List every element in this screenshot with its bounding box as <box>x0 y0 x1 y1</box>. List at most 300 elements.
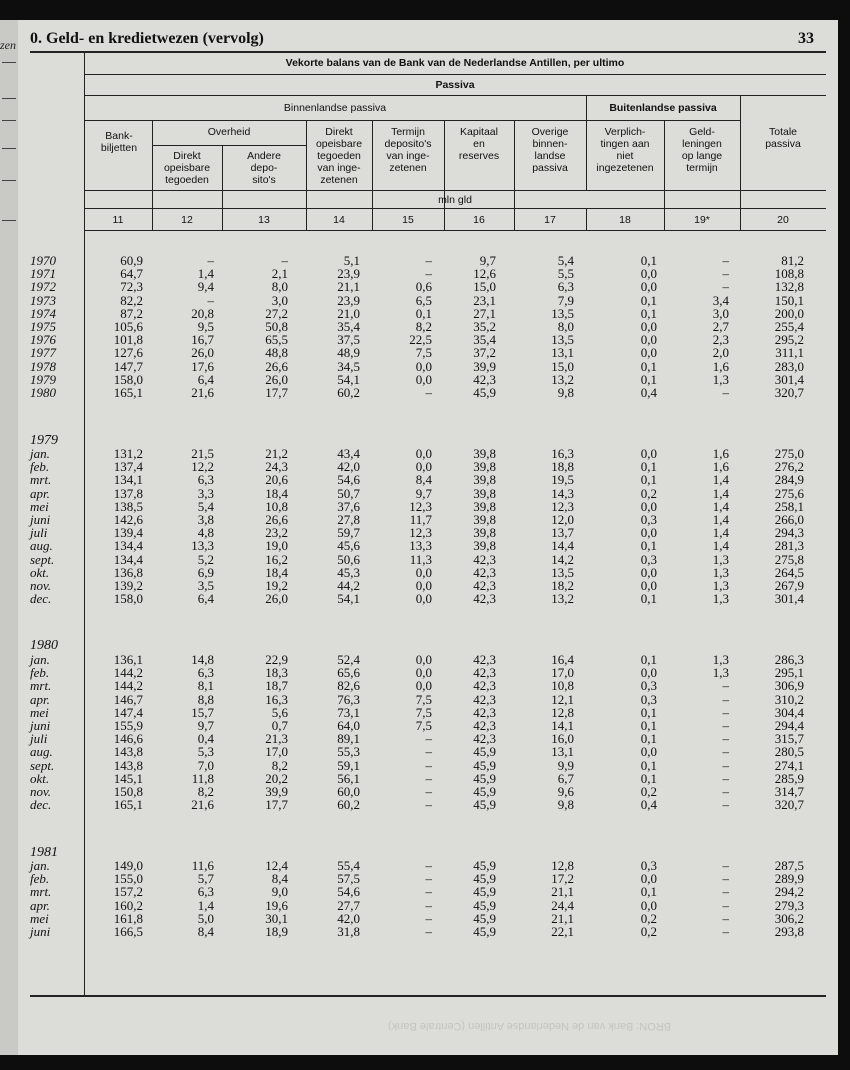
row-label: aug. <box>30 538 53 554</box>
table-cell: 89,1 <box>337 731 360 747</box>
column-number: 11 <box>112 214 124 226</box>
table-cell: 60,0 <box>337 784 360 799</box>
table-cell: 6,3 <box>557 279 574 295</box>
table-cell: 1,4 <box>712 498 729 514</box>
table-cell: 43,4 <box>337 446 360 461</box>
table-cell: 0,3 <box>640 512 657 527</box>
row-label: mei <box>30 704 49 720</box>
table-cell: 10,8 <box>265 498 288 514</box>
table-cell: 0,0 <box>640 578 657 593</box>
table-cell: 42,0 <box>337 910 360 926</box>
table-cell: 45,9 <box>473 385 496 400</box>
unit-rule <box>84 208 826 209</box>
table-cell: 55,3 <box>337 744 360 760</box>
table-cell: 8,0 <box>557 319 574 334</box>
table-cell: 45,9 <box>473 797 496 813</box>
table-cell: 295,2 <box>774 332 804 348</box>
table-cell: 23,1 <box>473 292 496 308</box>
table-cell: 14,8 <box>191 652 214 667</box>
table-cell: 59,1 <box>337 757 360 773</box>
table-cell: 0,1 <box>640 757 657 773</box>
table-cell: 45,9 <box>473 924 496 939</box>
table-cell: 45,9 <box>473 770 496 786</box>
row-label: sept. <box>30 551 55 567</box>
table-cell: 2,0 <box>712 345 729 361</box>
table-cell: 16,2 <box>265 551 288 567</box>
table-cell: 23,2 <box>265 525 288 541</box>
table-cell: 54,6 <box>337 884 360 900</box>
row-label: 1979 <box>30 371 56 387</box>
table-cell: 60,2 <box>337 797 360 813</box>
table-cell: 42,0 <box>337 459 360 475</box>
table-cell: 160,2 <box>113 897 143 913</box>
table-cell: 59,7 <box>337 525 360 541</box>
row-label: mei <box>30 498 49 514</box>
edge-rule <box>2 220 16 221</box>
table-cell: 0,0 <box>640 279 657 295</box>
table-cell: 289,9 <box>774 871 804 887</box>
table-cell: 22,1 <box>551 924 574 939</box>
table-cell: 24,4 <box>551 897 574 913</box>
table-cell: 22,9 <box>265 652 288 667</box>
edge-rule <box>2 148 16 149</box>
table-cell: 0,1 <box>640 472 657 488</box>
table-cell: 19,2 <box>265 578 288 593</box>
table-cell: 9,6 <box>557 784 574 799</box>
table-cell: 0,0 <box>640 498 657 514</box>
table-cell: 9,8 <box>557 797 574 813</box>
table-cell: 19,0 <box>265 538 288 554</box>
table-cell: 286,3 <box>774 652 804 667</box>
table-cell: 8,4 <box>415 472 432 488</box>
table-cell: 39,8 <box>473 498 496 514</box>
table-cell: 27,8 <box>337 512 360 527</box>
table-cell: 108,8 <box>774 266 804 282</box>
table-cell: 155,9 <box>113 718 143 733</box>
table-cell: 5,4 <box>557 253 574 268</box>
table-cell: 3,3 <box>197 485 214 501</box>
table-cell: 295,1 <box>774 665 804 681</box>
table-cell: 0,1 <box>640 718 657 733</box>
passiva-heading: Passiva <box>435 79 475 91</box>
table-cell: – <box>425 731 432 747</box>
row-label: nov. <box>30 784 52 799</box>
table-cell: 17,6 <box>191 358 214 374</box>
table-cell: 48,8 <box>265 345 288 361</box>
table-cell: 20,2 <box>265 770 288 786</box>
table-cell: 19,5 <box>551 472 574 488</box>
table-cell: 22,5 <box>409 332 432 348</box>
table-cell: 1,3 <box>712 652 729 667</box>
table-cell: 73,1 <box>337 704 360 720</box>
table-cell: 144,2 <box>113 665 143 681</box>
table-cell: 155,0 <box>113 871 143 887</box>
table-cell: 320,7 <box>774 385 804 400</box>
table-cell: 18,9 <box>265 924 288 939</box>
table-cell: 0,1 <box>640 305 657 321</box>
table-cell: – <box>425 744 432 760</box>
table-cell: 146,6 <box>113 731 143 747</box>
table-cell: 7,5 <box>415 718 432 733</box>
table-cell: – <box>722 884 729 900</box>
table-cell: – <box>207 292 214 308</box>
table-cell: 0,4 <box>197 731 214 747</box>
table-cell: 279,3 <box>774 897 804 913</box>
table-cell: 275,6 <box>774 485 804 501</box>
table-cell: 45,9 <box>473 910 496 926</box>
table-cell: 18,4 <box>265 485 288 501</box>
table-cell: 21,3 <box>265 731 288 747</box>
table-cell: 17,2 <box>551 871 574 887</box>
table-cell: 15,0 <box>473 279 496 295</box>
table-cell: 35,4 <box>473 332 496 348</box>
table-cell: 4,8 <box>197 525 214 541</box>
table-cell: 101,8 <box>113 332 143 348</box>
table-cell: 0,0 <box>415 678 432 694</box>
table-cell: 150,1 <box>774 292 804 308</box>
row-label: 1971 <box>30 266 56 282</box>
table-cell: 45,9 <box>473 757 496 773</box>
table-cell: 30,1 <box>265 910 288 926</box>
table-cell: 20,8 <box>191 305 214 321</box>
table-cell: 57,5 <box>337 871 360 887</box>
table-cell: 0,1 <box>640 704 657 720</box>
table-cell: 0,0 <box>415 652 432 667</box>
table-cell: 13,7 <box>551 525 574 541</box>
table-cell: – <box>722 784 729 799</box>
table-cell: 1,4 <box>712 485 729 501</box>
table-cell: 26,0 <box>191 345 214 361</box>
table-cell: 147,7 <box>113 358 143 374</box>
table-cell: 50,6 <box>337 551 360 567</box>
table-cell: 54,1 <box>337 371 360 387</box>
table-cell: 82,2 <box>120 292 143 308</box>
table-cell: 13,3 <box>409 538 432 554</box>
table-cell: 285,9 <box>774 770 804 786</box>
table-cell: 0,0 <box>415 459 432 475</box>
table-cell: 301,4 <box>774 591 804 607</box>
table-cell: 139,2 <box>113 578 143 593</box>
table-cell: 0,0 <box>415 358 432 374</box>
table-cell: 146,7 <box>113 691 143 707</box>
table-cell: 21,2 <box>265 446 288 461</box>
table-cell: 65,5 <box>265 332 288 348</box>
table-cell: – <box>722 770 729 786</box>
table-cell: 1,6 <box>712 358 729 374</box>
table-cell: – <box>722 910 729 926</box>
table-cell: 60,9 <box>120 253 143 268</box>
row-label: mrt. <box>30 884 52 900</box>
table-cell: 23,9 <box>337 292 360 308</box>
row-label: 1976 <box>30 332 56 348</box>
table-cell: 0,1 <box>640 884 657 900</box>
table-cell: 11,7 <box>409 512 432 527</box>
row-label: juni <box>30 512 51 527</box>
table-cell: 60,2 <box>337 385 360 400</box>
table-cell: 0,4 <box>640 385 657 400</box>
table-cell: – <box>207 253 214 268</box>
period-label: 1980 <box>30 638 58 653</box>
table-cell: 12,0 <box>551 512 574 527</box>
table-cell: 158,0 <box>113 591 143 607</box>
table-cell: 9,9 <box>557 757 574 773</box>
table-cell: 0,0 <box>640 332 657 348</box>
table-cell: 21,0 <box>337 305 360 321</box>
table-cell: 6,3 <box>197 884 214 900</box>
row-label: feb. <box>30 459 50 475</box>
table-cell: 13,3 <box>191 538 214 554</box>
table-cell: 24,3 <box>265 459 288 475</box>
table-cell: – <box>722 897 729 913</box>
table-cell: 1,6 <box>712 446 729 461</box>
table-cell: 0,0 <box>640 525 657 541</box>
table-cell: 7,5 <box>415 691 432 707</box>
table-cell: 35,2 <box>473 319 496 334</box>
table-cell: 81,2 <box>781 253 804 268</box>
table-cell: 5,3 <box>197 744 214 760</box>
table-cell: 15,0 <box>551 358 574 374</box>
table-cell: 134,4 <box>113 551 143 567</box>
table-cell: 12,8 <box>551 858 574 873</box>
table-cell: – <box>425 770 432 786</box>
table-cell: 8,8 <box>197 691 214 707</box>
table-cell: 23,9 <box>337 266 360 282</box>
unit-label: mln gld <box>438 194 472 206</box>
table-cell: 0,0 <box>640 266 657 282</box>
table-cell: 45,6 <box>337 538 360 554</box>
table-cell: 50,7 <box>337 485 360 501</box>
table-cell: 0,1 <box>415 305 432 321</box>
table-cell: 293,8 <box>774 924 804 939</box>
row-label: 1972 <box>30 279 56 295</box>
table-cell: 9,7 <box>479 253 496 268</box>
table-cell: 6,4 <box>197 591 214 607</box>
table-cell: 8,0 <box>271 279 288 295</box>
edge-rule <box>2 180 16 181</box>
table-cell: – <box>425 385 432 400</box>
row-label: jan. <box>30 858 50 873</box>
table-cell: 6,3 <box>197 665 214 681</box>
table-cell: 20,6 <box>265 472 288 488</box>
table-cell: 45,9 <box>473 784 496 799</box>
table-cell: 16,0 <box>551 731 574 747</box>
table-cell: 13,5 <box>551 332 574 348</box>
table-cell: 26,6 <box>265 358 288 374</box>
table-cell: 8,4 <box>197 924 214 939</box>
table-cell: 2,7 <box>712 319 729 334</box>
table-cell: 0,2 <box>640 924 657 939</box>
table-cell: 3,0 <box>271 292 288 308</box>
table-cell: 0,0 <box>415 665 432 681</box>
table-cell: 134,4 <box>113 538 143 554</box>
table-cell: – <box>722 797 729 813</box>
table-cell: 42,3 <box>473 564 496 580</box>
table-cell: – <box>722 718 729 733</box>
table-cell: 147,4 <box>113 704 143 720</box>
table-cell: 266,0 <box>774 512 804 527</box>
table-cell: 1,3 <box>712 371 729 387</box>
table-cell: 9,5 <box>197 319 214 334</box>
table-cell: 17,0 <box>265 744 288 760</box>
table-cell: – <box>425 784 432 799</box>
table-cell: 21,1 <box>337 279 360 295</box>
binnenlandse-rule <box>84 120 586 121</box>
row-label: 1980 <box>30 385 56 400</box>
row-label: mrt. <box>30 678 52 694</box>
top-rule <box>30 51 826 53</box>
table-cell: 5,5 <box>557 266 574 282</box>
table-cell: 2,1 <box>271 266 288 282</box>
table-cell: 0,1 <box>640 538 657 554</box>
table-cell: – <box>425 897 432 913</box>
table-cell: – <box>722 924 729 939</box>
table-cell: 142,6 <box>113 512 143 527</box>
table-cell: 12,1 <box>551 691 574 707</box>
table-cell: 0,3 <box>640 551 657 567</box>
table-cell: 12,8 <box>551 704 574 720</box>
table-cell: 1,4 <box>712 472 729 488</box>
table-cell: 275,0 <box>774 446 804 461</box>
table-cell: 0,2 <box>640 485 657 501</box>
table-cell: 1,4 <box>197 897 214 913</box>
row-label: okt. <box>30 770 50 786</box>
table-cell: 294,4 <box>774 718 804 733</box>
table-cell: 42,3 <box>473 578 496 593</box>
table-cell: 284,9 <box>774 472 804 488</box>
table-cell: 18,4 <box>265 564 288 580</box>
table-cell: 1,3 <box>712 591 729 607</box>
table-cell: 13,2 <box>551 591 574 607</box>
table-cell: 44,2 <box>337 578 360 593</box>
edge-rule <box>2 120 16 121</box>
table-cell: 11,8 <box>191 770 214 786</box>
edge-rule <box>2 98 16 99</box>
table-cell: 0,0 <box>640 319 657 334</box>
table-cell: 45,9 <box>473 871 496 887</box>
table-cell: 39,8 <box>473 446 496 461</box>
table-cell: 165,1 <box>113 797 143 813</box>
document-page <box>18 20 838 1055</box>
header-termijn: Termijn deposito's van inge- zetenen <box>384 126 432 174</box>
table-cell: – <box>425 924 432 939</box>
binnenlandse-heading: Binnenlandse passiva <box>283 102 387 114</box>
table-cell: 0,1 <box>640 371 657 387</box>
table-cell: 9,0 <box>271 884 288 900</box>
column-number: 16 <box>473 214 485 226</box>
table-cell: 19,6 <box>265 897 288 913</box>
header-totale: Totale passiva <box>765 126 801 150</box>
table-cell: 258,1 <box>774 498 804 514</box>
table-cell: 5,1 <box>343 253 360 268</box>
table-cell: – <box>722 858 729 873</box>
overheid-rule <box>152 145 306 146</box>
table-cell: 34,5 <box>337 358 360 374</box>
table-cell: 0,1 <box>640 652 657 667</box>
table-cell: 127,6 <box>113 345 143 361</box>
table-cell: 27,1 <box>473 305 496 321</box>
table-cell: 0,1 <box>640 591 657 607</box>
table-cell: 12,3 <box>551 498 574 514</box>
table-cell: – <box>425 910 432 926</box>
table-cell: 21,6 <box>191 385 214 400</box>
table-cell: 8,2 <box>415 319 432 334</box>
table-cell: 16,4 <box>551 652 574 667</box>
table-cell: 314,7 <box>774 784 804 799</box>
column-number: 19* <box>694 214 710 226</box>
table-cell: 8,4 <box>271 871 288 887</box>
table-cell: 5,7 <box>197 871 214 887</box>
table-cell: 275,8 <box>774 551 804 567</box>
table-cell: – <box>722 385 729 400</box>
table-cell: 6,5 <box>415 292 432 308</box>
table-cell: 14,1 <box>551 718 574 733</box>
table-cell: 42,3 <box>473 591 496 607</box>
table-cell: 3,5 <box>197 578 214 593</box>
table-cell: 8,1 <box>197 678 214 694</box>
table-cell: 0,2 <box>640 910 657 926</box>
table-cell: 64,0 <box>337 718 360 733</box>
header-kapitaal: Kapitaal en reserves <box>458 126 500 162</box>
table-cell: 11,6 <box>191 858 214 873</box>
table-cell: 158,0 <box>113 371 143 387</box>
table-cell: 0,1 <box>640 292 657 308</box>
table-cell: 14,3 <box>551 485 574 501</box>
column-rule <box>740 95 741 230</box>
table-cell: 45,9 <box>473 884 496 900</box>
row-label: apr. <box>30 897 50 913</box>
table-cell: 131,2 <box>113 446 143 461</box>
table-cell: 27,2 <box>265 305 288 321</box>
table-cell: 42,3 <box>473 691 496 707</box>
table-cell: 21,1 <box>551 884 574 900</box>
table-cell: 56,1 <box>337 770 360 786</box>
page-number: 33 <box>798 30 814 47</box>
table-cell: 281,3 <box>774 538 804 554</box>
row-label: 1970 <box>30 253 56 268</box>
table-cell: 12,2 <box>191 459 214 475</box>
table-cell: 45,3 <box>337 564 360 580</box>
table-cell: 12,4 <box>265 858 288 873</box>
table-cell: 45,9 <box>473 744 496 760</box>
table-cell: 21,5 <box>191 446 214 461</box>
table-cell: 37,6 <box>337 498 360 514</box>
table-cell: 76,3 <box>337 691 360 707</box>
table-cell: 17,0 <box>551 665 574 681</box>
passiva-rule <box>84 95 826 96</box>
table-cell: – <box>722 871 729 887</box>
table-cell: 42,3 <box>473 652 496 667</box>
table-cell: 134,1 <box>113 472 143 488</box>
table-cell: 1,4 <box>712 512 729 527</box>
table-cell: 0,0 <box>640 897 657 913</box>
column-number: 13 <box>258 214 270 226</box>
table-cell: 1,4 <box>197 266 214 282</box>
row-label: apr. <box>30 485 50 501</box>
table-cell: 1,4 <box>712 538 729 554</box>
table-cell: 1,3 <box>712 551 729 567</box>
table-cell: 10,8 <box>551 678 574 694</box>
table-cell: 0,0 <box>415 446 432 461</box>
overheid-heading: Overheid <box>207 126 251 138</box>
table-cell: 87,2 <box>120 305 143 321</box>
table-cell: 0,1 <box>640 731 657 747</box>
table-cell: 6,3 <box>197 472 214 488</box>
table-cell: 166,5 <box>113 924 143 939</box>
table-cell: – <box>281 253 288 268</box>
row-label: juli <box>30 525 48 541</box>
column-number: 17 <box>544 214 556 226</box>
table-cell: 42,3 <box>473 551 496 567</box>
